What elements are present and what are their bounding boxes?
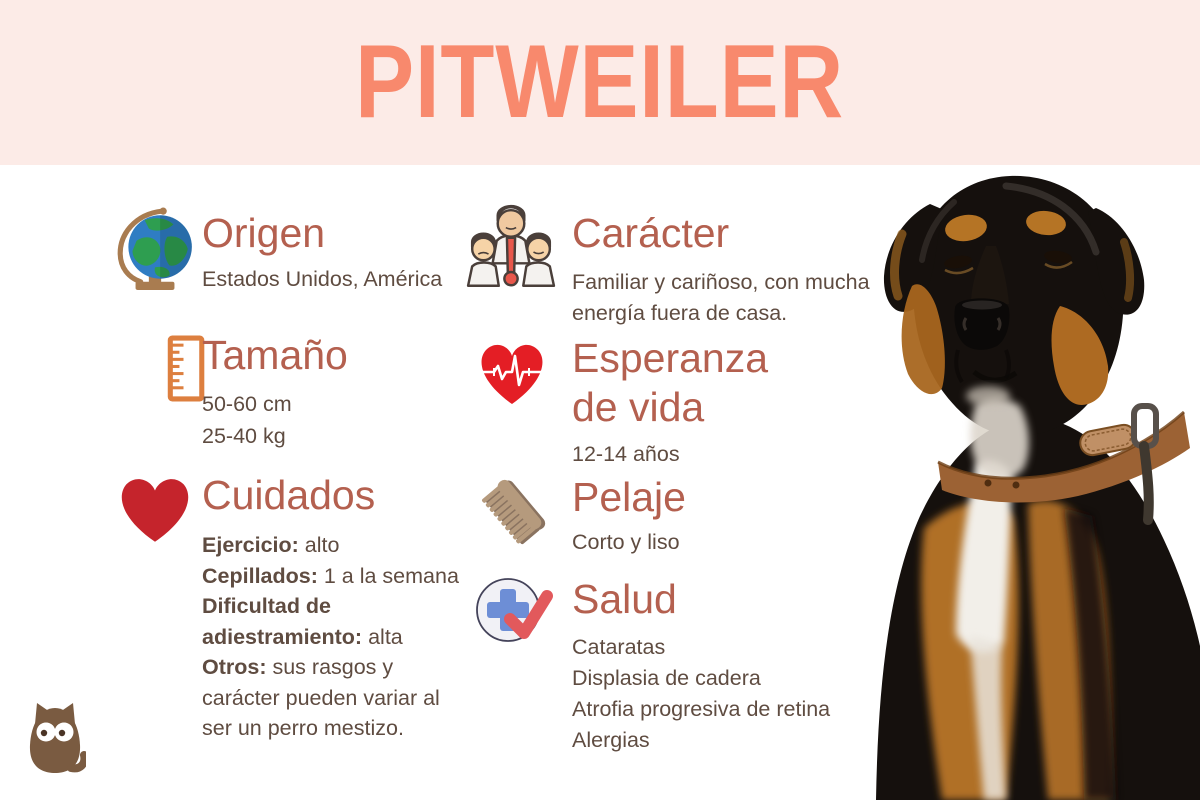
caracter-text-line: energía fuera de casa.: [572, 301, 788, 326]
page-title: PITWEILER: [355, 24, 845, 140]
salud-item: Alergias: [572, 728, 650, 753]
esperanza-heading-line: Esperanza: [572, 335, 769, 381]
care-line: Dificultad de: [202, 594, 332, 619]
section-tamano: [202, 334, 348, 452]
section-caracter: [572, 212, 870, 329]
origen-heading: Origen: [202, 210, 326, 256]
section-esperanza: [572, 334, 768, 467]
medical-check-icon: [474, 574, 554, 648]
caracter-heading: Carácter: [572, 210, 730, 256]
section-salud: [572, 578, 830, 756]
pelaje-text: Corto y liso: [572, 530, 680, 555]
salud-item: Cataratas: [572, 635, 666, 660]
care-line: Otros: sus rasgos y: [202, 655, 394, 680]
salud-item: Atrofia progresiva de retina: [572, 697, 831, 722]
globe-icon: [114, 206, 196, 292]
pelaje-heading: Pelaje: [572, 474, 686, 520]
care-line: carácter pueden variar al: [202, 685, 440, 710]
section-origen: [202, 212, 442, 292]
caracter-text-line: Familiar y cariñoso, con mucha: [572, 270, 870, 295]
care-line: adiestramiento: alta: [202, 624, 403, 649]
care-line: ser un perro mestizo.: [202, 716, 404, 741]
tamano-weight: 25-40 kg: [202, 424, 286, 449]
care-line: Cepillados: 1 a la semana: [202, 563, 459, 588]
esperanza-text: 12-14 años: [572, 442, 680, 466]
salud-heading: Salud: [572, 576, 677, 622]
origen-text: Estados Unidos, América: [202, 267, 443, 292]
esperanza-heading-line: de vida: [572, 384, 705, 430]
section-cuidados: [202, 474, 459, 744]
header-band: [0, 0, 1200, 165]
care-line: Ejercicio: alto: [202, 533, 340, 558]
section-pelaje: [572, 476, 686, 555]
tamano-heading: Tamaño: [202, 332, 348, 378]
tamano-height: 50-60 cm: [202, 392, 292, 417]
salud-item: Displasia de cadera: [572, 666, 761, 691]
comb-icon: [478, 474, 548, 546]
family-temperament-icon: [464, 204, 558, 294]
dog-photo: [858, 168, 1200, 800]
cuidados-heading: Cuidados: [202, 472, 376, 518]
heart-icon: [114, 472, 196, 546]
heart-pulse-icon: [474, 336, 550, 412]
cat-logo: [24, 700, 86, 774]
ruler-icon: [161, 335, 206, 402]
